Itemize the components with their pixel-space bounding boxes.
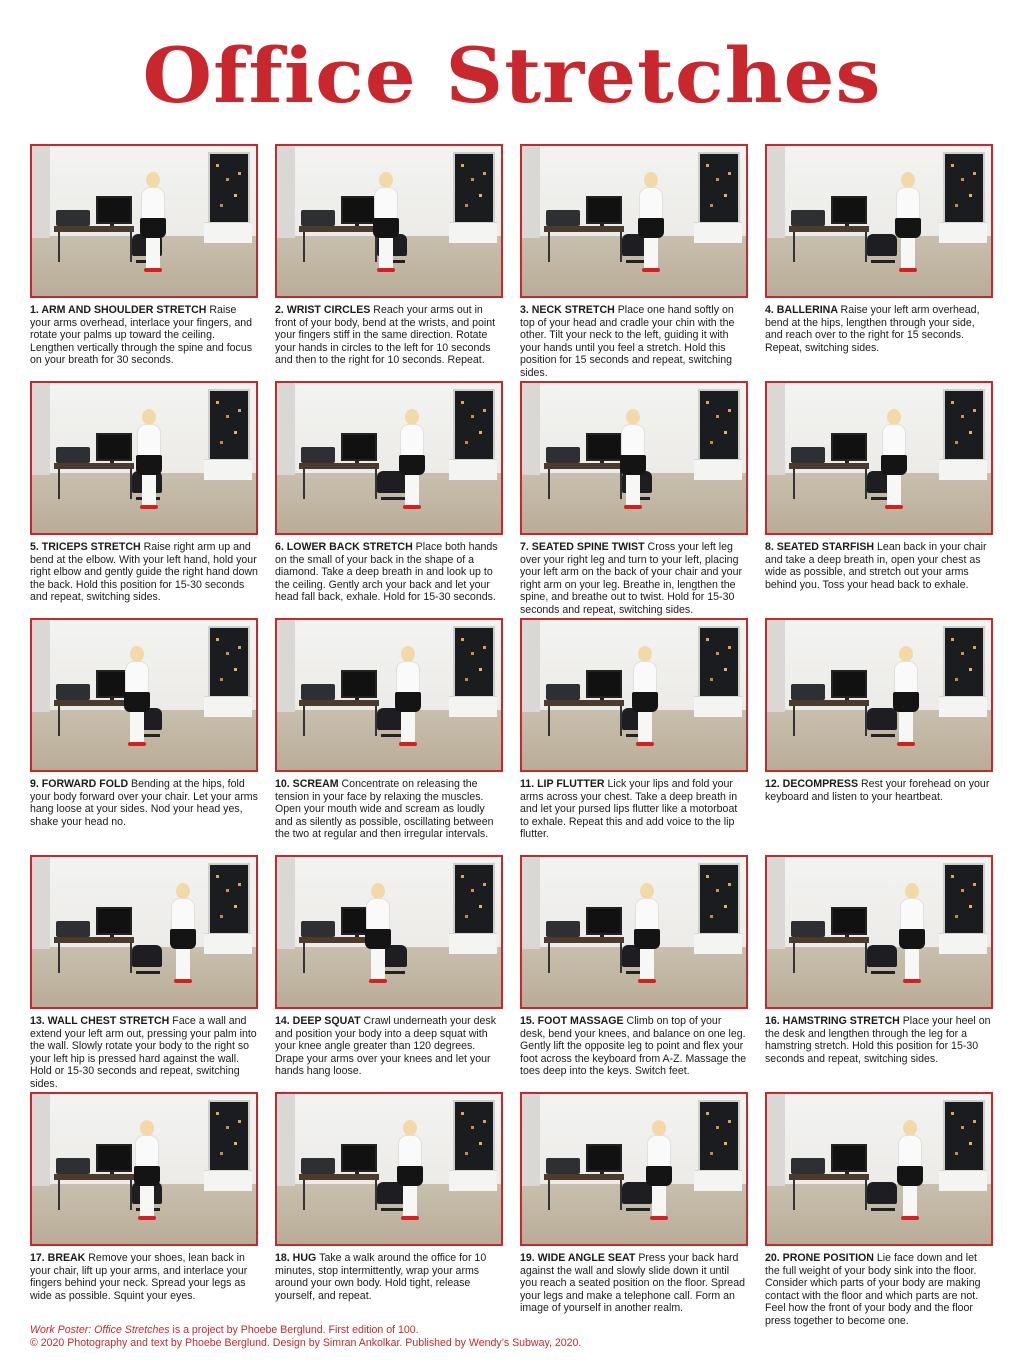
stretch-photo [765,381,993,535]
red-shoes [138,1216,156,1220]
stretch-photo [765,618,993,772]
figure-head [405,409,419,425]
figure-legs [379,238,393,268]
desk-image [299,700,379,706]
printer-image [56,210,90,226]
stretch-caption [520,304,748,380]
stretch-photo [520,1092,748,1246]
figure-head [401,646,415,662]
figure-legs [899,712,913,742]
stretch-grid [30,144,996,1329]
printer-image [546,684,580,700]
stretch-card-18 [275,1092,503,1329]
figure-legs [903,1186,917,1216]
printer-image [791,447,825,463]
printer-image [56,684,90,700]
chair-image [867,945,897,967]
stretch-description: Place one hand softly on top of your head and cradle your chin with the other. Tilt your neck to the left, guiding it with your hands until you feel a stretch. Hold this position for 15 seconds and repeat, switching sides. [520,304,735,379]
stretch-caption [275,1252,503,1302]
printer-image [546,921,580,937]
red-shoes [899,268,917,272]
stretch-card-1 [30,144,258,381]
figure-skirt [134,1166,160,1186]
figure-skirt [170,929,196,949]
stretch-caption [520,778,748,841]
figure-skirt [395,692,421,712]
monitor-image [586,433,622,461]
figure-head [403,1120,417,1136]
figure-shirt [136,1136,158,1168]
stretch-card-20 [765,1092,993,1329]
window-image [208,152,250,228]
desk-image [54,937,134,943]
stretch-photo [275,1092,503,1246]
stretch-description: Reach your arms out in front of your body, bend at the wrists, and point your fingers stiff in the same direction. Rotate your hands in circles to the left for 10 seconds and then to the right for 10 seconds. Repeat. [275,304,496,367]
stretch-name: 2. WRIST CIRCLES [275,304,374,316]
desk-image [299,226,379,232]
printer-image [56,1158,90,1174]
monitor-image [341,196,377,224]
figure-head [887,409,901,425]
printer-image [301,1158,335,1174]
monitor-image [96,907,132,935]
desk-image [54,1174,134,1180]
figure-head [903,1120,917,1136]
stretch-description: Lick your lips and fold your arms across your chest. Take a deep breath in and let your pursed lips flutter like a motorboat to exhale. Repeat this and add voice to the lip flutter. [520,778,738,841]
red-shoes [885,505,903,509]
figure-legs [371,949,385,979]
figure-shirt [142,188,164,220]
stretch-caption [765,778,993,803]
figure-skirt [140,218,166,238]
stretch-caption [275,778,503,841]
stretch-photo [275,144,503,298]
red-shoes [377,268,395,272]
monitor-image [831,907,867,935]
desk-image [789,937,869,943]
printer-image [546,210,580,226]
stretch-photo [520,855,748,1009]
figure-head [146,172,160,188]
stretch-description: Bending at the hips, fold your body forward over your chair. Let your arms hang loose at your sides. Nod your head yes, shake your head no. [30,778,258,828]
figure-legs [405,475,419,505]
figure-shirt [640,188,662,220]
printer-image [791,684,825,700]
stretch-caption [765,1252,993,1328]
stretch-card-14 [275,855,503,1092]
stretch-photo [520,144,748,298]
window-image [453,863,495,939]
figure-head [640,883,654,899]
figure-skirt [638,218,664,238]
monitor-image [586,1144,622,1172]
stretch-name: 16. HAMSTRING STRETCH [765,1015,903,1027]
desk-image [54,226,134,232]
window-image [698,152,740,228]
printer-image [301,684,335,700]
stretch-description: Rest your forehead on your keyboard and listen to your heartbeat. [765,778,990,803]
stretch-name: 11. LIP FLUTTER [520,778,608,790]
stretch-caption [520,1252,748,1315]
red-shoes [903,979,921,983]
stretch-card-4 [765,144,993,381]
stretch-card-13 [30,855,258,1092]
figure-skirt [399,455,425,475]
chair-image [622,1182,652,1204]
figure-skirt [881,455,907,475]
red-shoes [901,1216,919,1220]
figure-skirt [397,1166,423,1186]
stretch-description: Lean back in your chair and take a deep breath in, open your chest as wide as possible, and stretch out your arms behind you. Toss your head back to exhale. [765,541,987,591]
stretch-name: 6. LOWER BACK STRETCH [275,541,416,553]
desk-image [544,1174,624,1180]
stretch-caption [275,1015,503,1078]
figure-shirt [172,899,194,931]
chair-image [132,945,162,967]
stretch-card-12 [765,618,993,855]
printer-image [56,921,90,937]
red-shoes [638,979,656,983]
figure-head [379,172,393,188]
window-image [698,626,740,702]
figure-shirt [401,425,423,457]
stretch-caption [30,1015,258,1091]
stretch-photo [30,381,258,535]
figure-shirt [648,1136,670,1168]
figure-head [140,1120,154,1136]
red-shoes [128,742,146,746]
desk-image [789,463,869,469]
desk-image [544,463,624,469]
monitor-image [96,1144,132,1172]
stretch-card-11 [520,618,748,855]
stretch-photo [275,381,503,535]
stretch-description: Crawl underneath your desk and position your body into a deep squat with your knee angle greater than 120 degrees. Drape your arms over your knees and let your hands hang loose. [275,1015,497,1078]
red-shoes [399,742,417,746]
desk-image [544,937,624,943]
figure-skirt [893,692,919,712]
figure-legs [142,475,156,505]
printer-image [546,1158,580,1174]
stretch-card-15 [520,855,748,1092]
chair-image [867,234,897,256]
stretch-name: 5. TRICEPS STRETCH [30,541,144,553]
stretch-name: 17. BREAK [30,1252,89,1264]
stretch-caption [30,1252,258,1302]
stretch-name: 15. FOOT MASSAGE [520,1015,627,1027]
window-image [943,152,985,228]
poster-title: Office Stretches [142,31,882,120]
stretch-caption [765,304,993,354]
figure-shirt [883,425,905,457]
stretch-photo [275,855,503,1009]
stretch-description: Cross your left leg over your right leg and turn to your left, placing your left arm on the back of your chair and your right arm on your leg. Breathe in, lengthen the spine, and breathe out to twist. Hold for 15-30 seconds and repeat, switching sides. [520,541,742,616]
stretch-description: Take a walk around the office for 10 minutes, stop intermittently, wrap your arms around your own body. Hold tight, release yourself, and repeat. [275,1252,487,1302]
window-image [698,389,740,465]
stretch-card-16 [765,855,993,1092]
stretch-description: Raise right arm up and bend at the elbow. With your left hand, hold your right elbow and gently guide the right hand down the back. Hold this position for 15-30 seconds and repeat, switching sides. [30,541,258,604]
chair-image [867,708,897,730]
stretch-description: Place your heel on the desk and lengthen through the leg for a hamstring stretch. Hold this position for 15-30 seconds and repeat, switching sides. [765,1015,991,1065]
desk-image [789,700,869,706]
window-image [208,389,250,465]
figure-shirt [897,188,919,220]
stretch-description: Remove your shoes, lean back in your chair, lift up your arms, and interlace your fingers behind your neck. Spread your legs as wide as possible. Squint your eyes. [30,1252,248,1302]
stretch-card-10 [275,618,503,855]
stretch-caption [520,1015,748,1078]
window-image [698,863,740,939]
figure-skirt [373,218,399,238]
stretch-card-6 [275,381,503,618]
figure-legs [146,238,160,268]
figure-legs [901,238,915,268]
stretch-photo [765,1092,993,1246]
stretch-card-8 [765,381,993,618]
printer-image [791,210,825,226]
stretch-photo [30,618,258,772]
figure-head [142,409,156,425]
monitor-image [341,433,377,461]
window-image [943,863,985,939]
red-shoes [174,979,192,983]
figure-head [176,883,190,899]
monitor-image [831,1144,867,1172]
stretch-name: 8. SEATED STARFISH [765,541,878,553]
figure-legs [176,949,190,979]
stretch-photo [30,855,258,1009]
credits-line-1-text: is a project by Phoebe Berglund. First edition of 100. [169,1324,419,1336]
window-image [943,389,985,465]
stretch-name: 12. DECOMPRESS [765,778,861,790]
figure-skirt [365,929,391,949]
figure-shirt [126,662,148,694]
monitor-image [586,670,622,698]
figure-shirt [138,425,160,457]
figure-head [130,646,144,662]
red-shoes [642,268,660,272]
stretch-card-2 [275,144,503,381]
figure-head [901,172,915,188]
desk-image [789,1174,869,1180]
window-image [208,1100,250,1176]
figure-skirt [646,1166,672,1186]
printer-image [56,447,90,463]
figure-skirt [634,929,660,949]
figure-legs [626,475,640,505]
desk-image [299,1174,379,1180]
monitor-image [586,196,622,224]
desk-image [54,463,134,469]
stretch-description: Climb on top of your desk, bend your knees, and balance on one leg. Gently lift the opposite leg to point and flex your foot across the keyboard from A-Z. Massage the toes deep into the keys. Switch feet. [520,1015,747,1078]
stretch-caption [275,304,503,367]
stretch-photo [30,144,258,298]
stretch-description: Raise your left arm overhead, bend at the hips, lengthen through your side, and reach over to the right for 15 seconds. Repeat, switching sides. [765,304,980,354]
figure-legs [140,1186,154,1216]
desk-image [544,226,624,232]
stretch-photo [520,618,748,772]
window-image [453,152,495,228]
printer-image [301,921,335,937]
figure-head [371,883,385,899]
stretch-card-17 [30,1092,258,1329]
figure-legs [644,238,658,268]
monitor-image [341,1144,377,1172]
printer-image [301,447,335,463]
monitor-image [831,670,867,698]
figure-shirt [895,662,917,694]
red-shoes [636,742,654,746]
stretch-name: 20. PRONE POSITION [765,1252,877,1264]
figure-shirt [636,899,658,931]
chair-image [867,1182,897,1204]
stretch-card-3 [520,144,748,381]
stretch-name: 10. SCREAM [275,778,342,790]
stretch-description: Face a wall and extend your left arm out, pressing your palm into the wall. Slowly rotate your body to the right so your left hip is pressed hard against the wall. Hold or 15-30 seconds and repeat, switching sides. [30,1015,257,1090]
figure-legs [652,1186,666,1216]
credits-line-2: © 2020 Photography and text by Phoebe Berglund. Design by Simran Ankolkar. Published by Wendy’s Subway, 2020. [30,1336,582,1349]
figure-shirt [399,1136,421,1168]
red-shoes [144,268,162,272]
figure-shirt [901,899,923,931]
stretch-photo [275,618,503,772]
figure-legs [905,949,919,979]
stretch-name: 14. DEEP SQUAT [275,1015,364,1027]
figure-skirt [895,218,921,238]
printer-image [301,210,335,226]
figure-skirt [632,692,658,712]
figure-legs [401,712,415,742]
figure-shirt [367,899,389,931]
red-shoes [369,979,387,983]
stretch-name: 7. SEATED SPINE TWIST [520,541,648,553]
stretch-name: 3. NECK STRETCH [520,304,618,316]
figure-head [644,172,658,188]
figure-head [638,646,652,662]
figure-shirt [899,1136,921,1168]
stretch-description: Place both hands on the small of your back in the shape of a diamond. Take a deep breath in and look up to the ceiling. Gently arch your back and let your head fall back, exhale. Hold for 15-30 seconds. [275,541,498,604]
stretch-photo [30,1092,258,1246]
window-image [453,389,495,465]
red-shoes [140,505,158,509]
figure-legs [403,1186,417,1216]
desk-image [789,226,869,232]
stretch-caption [520,541,748,617]
stretch-photo [520,381,748,535]
desk-image [299,463,379,469]
credits-footer [30,1324,1010,1349]
figure-shirt [375,188,397,220]
figure-skirt [620,455,646,475]
stretch-caption [30,778,258,828]
figure-skirt [897,1166,923,1186]
window-image [453,1100,495,1176]
red-shoes [897,742,915,746]
stretch-name: 1. ARM AND SHOULDER STRETCH [30,304,210,316]
desk-image [544,700,624,706]
printer-image [791,921,825,937]
stretch-name: 9. FORWARD FOLD [30,778,132,790]
red-shoes [403,505,421,509]
stretch-card-9 [30,618,258,855]
figure-skirt [899,929,925,949]
figure-legs [638,712,652,742]
work-title: Work Poster: Office Stretches [30,1324,170,1336]
desk-image [54,700,134,706]
stretch-caption [765,541,993,591]
figure-shirt [397,662,419,694]
figure-head [899,646,913,662]
red-shoes [401,1216,419,1220]
window-image [943,626,985,702]
monitor-image [96,433,132,461]
figure-legs [130,712,144,742]
figure-skirt [124,692,150,712]
window-image [208,626,250,702]
stretch-name: 18. HUG [275,1252,320,1264]
stretch-description: Concentrate on releasing the tension in your face by relaxing the muscles. Open your mouth wide and scream as loudly and as silently as possible, oscillating between the two at regular and then irregular intervals. [275,778,494,841]
figure-head [626,409,640,425]
red-shoes [624,505,642,509]
figure-head [652,1120,666,1136]
stretch-caption [30,541,258,604]
stretch-name: 19. WIDE ANGLE SEAT [520,1252,639,1264]
stretch-card-7 [520,381,748,618]
credits-line-1 [30,1324,1010,1337]
stretch-name: 13. WALL CHEST STRETCH [30,1015,173,1027]
monitor-image [831,433,867,461]
monitor-image [96,196,132,224]
stretch-card-5 [30,381,258,618]
stretch-card-19 [520,1092,748,1329]
printer-image [791,1158,825,1174]
figure-legs [887,475,901,505]
monitor-image [586,907,622,935]
figure-head [905,883,919,899]
stretch-description: Press your back hard against the wall and slowly slide down it until you reach a seated position on the floor. Spread your legs and make a telephone call. Form an image of yourself in another realm. [520,1252,745,1315]
figure-shirt [622,425,644,457]
stretch-photo [765,144,993,298]
stretch-description: Raise your arms overhead, interlace your fingers, and rotate your palms up toward the ceiling. Lengthen vertically through the spine and focus on your breath for 30 seconds. [30,304,253,367]
figure-skirt [136,455,162,475]
figure-shirt [634,662,656,694]
red-shoes [650,1216,668,1220]
stretch-caption [765,1015,993,1065]
stretch-photo [765,855,993,1009]
stretch-name: 4. BALLERINA [765,304,841,316]
window-image [208,863,250,939]
stretch-description: Lie face down and let the full weight of your body sink into the floor. Consider which parts of your body are making contact with the floor and which parts are not. Feel how the front of your body and the floor press together to become one. [765,1252,981,1327]
window-image [698,1100,740,1176]
figure-legs [640,949,654,979]
monitor-image [341,670,377,698]
printer-image [546,447,580,463]
stretch-caption [30,304,258,367]
window-image [943,1100,985,1176]
window-image [453,626,495,702]
stretch-caption [275,541,503,604]
monitor-image [831,196,867,224]
